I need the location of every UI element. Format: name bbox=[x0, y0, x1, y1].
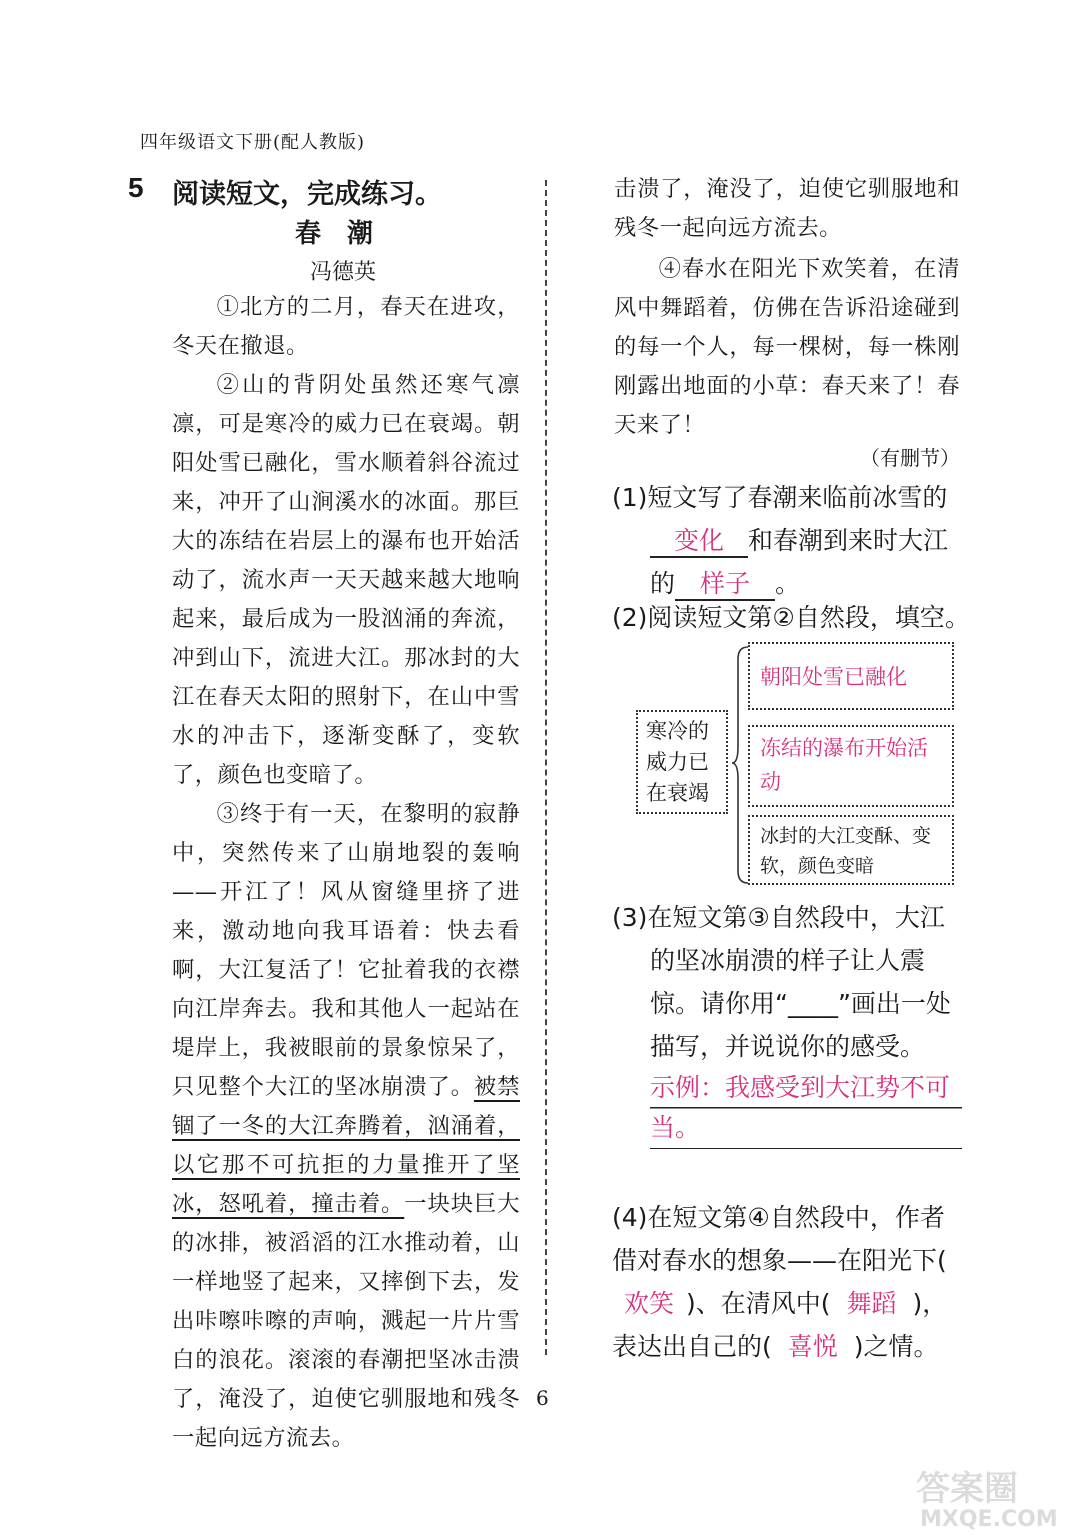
question-title: 阅读短文，完成练习。 bbox=[172, 179, 442, 210]
watermark-graphic bbox=[912, 1460, 1082, 1530]
q2-given-box-3: 冰封的大江变酥、变软，颜色变暗 bbox=[748, 815, 954, 885]
column-divider bbox=[545, 180, 547, 1355]
book-header: 四年级语文下册(配人教版) bbox=[140, 132, 366, 153]
q4-text-b: )、在清风中( bbox=[686, 1289, 831, 1318]
q1-line1: (1)短文写了春潮来临前冰雪的 bbox=[612, 483, 948, 512]
q1-text-b: 和春潮到来时大江 bbox=[748, 526, 949, 555]
svg-text:答案圈: 答案圈 bbox=[916, 1469, 1018, 1509]
paragraph-3-rest: 一块块巨大的冰排，被滔滔的江水推动着，山一样地竖了起来，又摔倒下去，发出咔嚓咔嚓的声响，溅起一片片雪白的浪花。滚滚的春潮把坚冰击溃了，淹没了，迫使它驯服地和残冬一起向远方流去。 bbox=[172, 1191, 520, 1451]
q2-center-box: 寒冷的威力已在衰竭 bbox=[636, 710, 728, 814]
q4-text-a: (4)在短文第④自然段中，作者借对春水的想象——在阳光下( bbox=[612, 1203, 947, 1275]
q1-text-c: 的 bbox=[650, 569, 676, 598]
question-number: 5 bbox=[128, 172, 144, 203]
article-title: 春潮 bbox=[295, 219, 400, 249]
q4-answer-2[interactable]: 舞蹈 bbox=[846, 1289, 897, 1318]
q4-text-d: )之情。 bbox=[853, 1332, 939, 1361]
page-number: 6 bbox=[536, 1386, 549, 1410]
q1-answer-2[interactable]: 样子 bbox=[675, 569, 775, 601]
question-1 bbox=[612, 476, 962, 605]
paragraph-3-tail: 击溃了，淹没了，迫使它驯服地和残冬一起向远方流去。 bbox=[614, 176, 960, 241]
q1-answer-1[interactable]: 变化 bbox=[650, 526, 748, 558]
q1-line2 bbox=[612, 519, 962, 562]
paragraph-3-text: ③终于有一天，在黎明的寂静中，突然传来了山崩地裂的轰响——开江了！风从窗缝里挤了进来，激动地向我耳语着：快去看啊，大江复活了！它扯着我的衣襟向江岸奔去。我和其他人一起站在堤岸上，我被眼前的景象惊呆了，只见整个大江的坚冰崩溃了。 bbox=[172, 801, 520, 1100]
svg-text:MXQE.COM: MXQE.COM bbox=[920, 1507, 1058, 1532]
q4-answer-1[interactable]: 欢笑 bbox=[623, 1289, 674, 1318]
question-3 bbox=[612, 896, 962, 1149]
question-2: (2)阅读短文第②自然段，填空。 bbox=[612, 603, 970, 632]
article-author: 冯德英 bbox=[310, 260, 377, 285]
underlined-description: 被禁锢了一冬的大江奔腾着，汹涌着，以它那不可抗拒的力量推开了坚冰，怒吼着，撞击着。 bbox=[172, 1074, 520, 1217]
q1-text-d: 。 bbox=[775, 569, 801, 598]
q2-answer-box-1[interactable]: 朝阳处雪已融化 bbox=[748, 642, 954, 710]
watermark-logo bbox=[912, 1460, 1082, 1530]
paragraph-4: ④春水在阳光下欢笑着，在清风中舞蹈着，仿佛在告诉沿途碰到的每一个人，每一棵树，每一株刚刚露出地面的小草：春天来了！春天来了！ bbox=[614, 256, 960, 438]
q3-answer[interactable]: 示例：我感受到大江势不可当。 bbox=[650, 1068, 962, 1149]
q2-answer-box-2[interactable]: 冻结的瀑布开始活动 bbox=[748, 725, 954, 807]
q3-text: (3)在短文第③自然段中，大江的坚冰崩溃的样子让人震惊。请你用“____”画出一处描写，并说说你的感受。 bbox=[612, 903, 951, 1061]
paragraph-3 bbox=[172, 795, 520, 1451]
q4-answer-3[interactable]: 喜悦 bbox=[787, 1332, 838, 1361]
source-note: （有删节） bbox=[860, 446, 960, 470]
paragraph-2: ②山的背阴处虽然还寒气凛凛，可是寒冷的威力已在衰竭。朝阳处雪已融化，雪水顺着斜谷流过来，冲开了山涧溪水的冰面。那巨大的冻结在岩层上的瀑布也开始活动了，流水声一天天越来越大地响起来，最后成为一股汹涌的奔流，冲到山下，流进大江。那冰封的大江在春天太阳的照射下，在山中雪水的冲击下，逐渐变酥了，变软了，颜色也变暗了。 bbox=[172, 372, 520, 788]
article-left-column bbox=[172, 288, 520, 1451]
question-4 bbox=[612, 1196, 962, 1368]
q4-text-c: )，表达出自己的( bbox=[612, 1289, 948, 1361]
paragraph-1: ①北方的二月，春天在进攻，冬天在撤退。 bbox=[172, 294, 520, 359]
